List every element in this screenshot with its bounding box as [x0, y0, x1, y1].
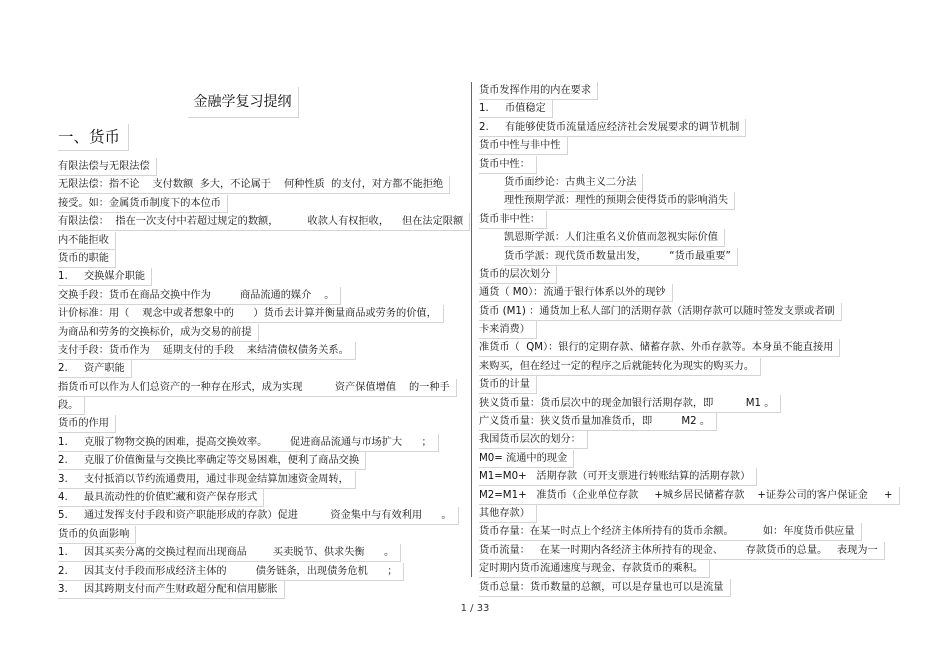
text-line	[58, 507, 468, 525]
line-text	[479, 413, 717, 431]
list-number: 2.	[58, 455, 68, 467]
line-text	[58, 415, 116, 433]
line-text	[58, 213, 470, 231]
line-text	[504, 229, 725, 247]
line-content: 接受。如：金属货币制度下的本位币	[58, 197, 221, 209]
line-content: 卡来消费）	[479, 324, 530, 336]
line-content: 货币学派：现代货币数量出发， “货币最重要”	[504, 250, 731, 262]
line-text	[58, 397, 85, 415]
text-line	[58, 379, 468, 397]
text-line	[58, 268, 468, 286]
text-line	[479, 248, 891, 266]
line-content: 货币的作用	[58, 418, 109, 430]
text-line	[58, 415, 468, 433]
line-content: 因其跨期支付而产生财政超分配和信用膨胀	[84, 583, 278, 595]
list-number: 3.	[58, 473, 68, 485]
line-text	[58, 434, 439, 452]
text-line	[479, 542, 891, 560]
text-line	[479, 192, 891, 210]
list-number: 3.	[58, 583, 68, 595]
line-content: 支付手段：货币作为 延期支付的手段 来结清债权债务关系。	[58, 344, 349, 356]
text-line	[58, 213, 468, 231]
text-line	[479, 450, 891, 468]
page-footer	[0, 603, 950, 614]
text-line	[479, 119, 891, 137]
line-text	[58, 195, 228, 213]
line-content: 狭义货币量：货币层次中的现金加银行活期存款，即 M1 。	[479, 397, 775, 409]
text-line	[479, 321, 891, 339]
line-content: 内不能拒收	[58, 234, 109, 246]
text-line	[479, 339, 891, 357]
line-text	[479, 303, 842, 321]
line-text	[58, 526, 136, 544]
text-line	[479, 395, 891, 413]
line-text	[58, 287, 341, 305]
line-text	[58, 250, 116, 268]
line-content: 凯恩斯学派：人们注重名义价值而忽视实际价值	[504, 232, 718, 244]
line-text	[58, 360, 132, 378]
text-line	[58, 452, 468, 470]
line-content: 指货币可以作为人们总资产的一种存在形式，成为实现 资产保值增值 的一种手	[58, 381, 450, 393]
text-line	[58, 434, 468, 452]
line-content: 理性预期学派：理性的预期会使得货币的影响消失	[504, 195, 729, 207]
list-number: 1.	[58, 271, 68, 283]
line-content: 准货币（ QM）：银行的定期存款、储蓄存款、外币存款等。本身虽不能直接用	[479, 342, 834, 354]
text-line	[479, 156, 891, 174]
text-line	[479, 523, 891, 541]
line-content: 货币存量：在某一时点上个经济主体所持有的货币余额。 如：年度货币供应量	[479, 526, 855, 538]
line-content: 货币中性：	[479, 158, 530, 170]
line-content: 金融学复习提纲	[193, 94, 292, 110]
right-column	[479, 82, 891, 597]
line-text	[479, 119, 746, 137]
text-line	[479, 579, 891, 597]
text-line	[479, 358, 891, 376]
list-number: 5.	[58, 510, 68, 522]
line-text	[58, 452, 366, 470]
line-text	[58, 232, 116, 250]
line-content: 广义货币量：狭义货币量加准货币，即 M2 。	[479, 416, 711, 428]
line-content: 货币总量：货币数量的总额，可以是存量也可以是流量	[479, 581, 724, 593]
line-text	[479, 211, 547, 229]
page-total: 33	[476, 603, 490, 614]
line-text	[479, 100, 553, 118]
line-text	[58, 158, 157, 176]
line-content: 支付抵消以节约流通费用，通过非现金结算加速资金周转，	[84, 473, 349, 485]
line-text	[479, 468, 757, 486]
line-content: 交换手段：货币在商品交换中作为 商品流通的媒介 。	[58, 289, 335, 301]
line-text	[504, 174, 643, 192]
text-line	[479, 82, 891, 100]
text-line	[58, 342, 468, 360]
text-line	[58, 544, 468, 562]
line-content: 因其支付手段而形成经济主体的 债务链条，出现债务危机 ；	[84, 565, 398, 577]
line-text	[479, 156, 537, 174]
line-text	[58, 507, 459, 525]
line-text	[479, 487, 900, 505]
line-content: 货币 (M1) ：通货加上私人部门的活期存款（活期存款可以随时签发支票或者刷	[479, 305, 835, 317]
line-content: M1=M0+ 活期存款（可开支票进行转账结算的活期存款）	[479, 471, 751, 483]
line-content: 定时期内货币流通速度与现金、存款货币的乘积。	[479, 563, 704, 575]
line-content: 计价标准：用（ 观念中或者想象中的 ）货币去计算并衡量商品或劳务的价值，	[58, 308, 437, 320]
line-text	[58, 379, 457, 397]
line-content: 有能够使货币流量适应经济社会发展要求的调节机制	[505, 121, 740, 133]
line-content: 最具流动性的价值贮藏和资产保存形式	[84, 492, 258, 504]
line-content: 货币的层次划分	[479, 268, 551, 280]
line-text	[58, 268, 152, 286]
line-content: 克服了价值衡量与交换比率确定等交易困难，便利了商品交换	[84, 455, 360, 467]
line-text	[479, 137, 568, 155]
text-line	[479, 303, 891, 321]
text-line	[479, 505, 891, 523]
text-line	[479, 266, 891, 284]
left-column	[58, 82, 468, 599]
line-text	[58, 581, 285, 599]
line-content: 其他存款）	[479, 507, 530, 519]
text-line	[479, 560, 891, 578]
line-text	[479, 450, 574, 468]
line-text	[479, 505, 537, 523]
line-text	[58, 176, 450, 194]
text-line	[58, 471, 468, 489]
text-line	[479, 468, 891, 486]
text-line	[58, 250, 468, 268]
line-content: 货币流量： 在某一时期内各经济主体所持有的现金、 存款货币的总量。 表现为一	[479, 544, 878, 556]
line-text	[58, 563, 404, 581]
line-text	[479, 376, 537, 394]
list-number: 1.	[58, 436, 68, 448]
line-content: 来购买，但在经过一定的程序之后就能转化为现实的购买力。	[479, 360, 755, 372]
line-text	[58, 471, 356, 489]
list-number: 2.	[479, 121, 489, 133]
line-text	[504, 192, 735, 210]
line-text	[479, 266, 557, 284]
text-line	[58, 287, 468, 305]
text-line	[58, 176, 468, 194]
line-text	[479, 358, 761, 376]
line-text	[479, 339, 840, 357]
line-content: 货币面纱论：古典主义二分法	[504, 176, 637, 188]
line-text	[479, 542, 885, 560]
text-line	[479, 229, 891, 247]
line-text	[479, 523, 862, 541]
list-number: 2.	[58, 565, 68, 577]
text-line	[58, 232, 468, 250]
text-line	[479, 413, 891, 431]
text-line	[479, 284, 891, 302]
line-content: 克服了物物交换的困难，提高交换效率。 促进商品流通与市场扩大 ；	[84, 436, 432, 448]
page-number: 1	[460, 603, 467, 614]
page-separator: /	[470, 603, 474, 614]
line-content: 货币非中性：	[479, 213, 541, 225]
line-content: 交换媒介职能	[84, 271, 146, 283]
line-content: 货币的计量	[479, 379, 530, 391]
section-heading	[58, 122, 468, 152]
line-content: M0= 流通中的现金	[479, 452, 568, 464]
line-text	[479, 321, 537, 339]
line-text	[58, 544, 401, 562]
text-line	[479, 211, 891, 229]
line-content: 通过发挥支付手段和资产职能形成的存款）促进 资金集中与有效利用 。	[84, 510, 452, 522]
text-line	[58, 489, 468, 507]
line-content: 段。	[58, 400, 79, 412]
document-title	[58, 82, 468, 122]
line-content: M2=M1+ 准货币（企业单位存款 +城乡居民储蓄存款 +证券公司的客户保证金 +	[479, 489, 893, 501]
line-content: 有限法偿： 指在一次支付中若超过规定的数额， 收款人有权拒收， 但在法定限额	[58, 216, 464, 228]
text-line	[58, 324, 468, 342]
line-text	[58, 489, 264, 507]
line-content: 为商品和劳务的交换标价，成为交易的前提	[58, 326, 252, 338]
line-text	[188, 87, 299, 118]
text-line	[58, 397, 468, 415]
line-text	[479, 431, 588, 449]
list-number: 4.	[58, 492, 68, 504]
line-content: 有限法偿与无限法偿	[58, 161, 150, 172]
line-text	[479, 560, 710, 578]
line-content: 我国货币层次的划分：	[479, 434, 581, 446]
line-text	[504, 248, 738, 266]
line-content: 货币的职能	[58, 252, 109, 264]
line-content: 一、货币	[58, 128, 121, 146]
text-line	[58, 563, 468, 581]
line-text	[479, 395, 781, 413]
line-text	[58, 124, 129, 151]
text-line	[479, 100, 891, 118]
text-line	[58, 158, 468, 176]
text-line	[58, 581, 468, 599]
column-divider	[471, 82, 472, 577]
line-text	[58, 342, 356, 360]
line-content: 通货（ M0）：流通于银行体系以外的现钞	[479, 287, 666, 299]
line-text	[58, 305, 444, 323]
line-content: 币值稳定	[505, 103, 546, 115]
list-number: 2.	[58, 363, 68, 375]
line-text	[58, 324, 259, 342]
line-content: 货币的负面影响	[58, 528, 130, 540]
text-line	[479, 137, 891, 155]
text-line	[58, 305, 468, 323]
text-line	[58, 195, 468, 213]
line-text	[479, 284, 673, 302]
text-line	[479, 431, 891, 449]
text-line	[479, 174, 891, 192]
text-line	[479, 376, 891, 394]
text-line	[58, 360, 468, 378]
line-content: 无限法偿：指不论 支付数额 多大，不论属于 何种性质 的支付，对方都不能拒绝	[58, 179, 444, 191]
text-line	[479, 487, 891, 505]
line-content: 资产职能	[84, 363, 125, 375]
text-line	[58, 526, 468, 544]
list-number: 1.	[479, 103, 489, 115]
line-content: 货币发挥作用的内在要求	[479, 85, 592, 96]
line-text	[479, 82, 598, 100]
line-text	[479, 579, 731, 597]
line-content: 因其买卖分离的交换过程而出现商品 买卖脱节、供求失衡 。	[84, 547, 395, 559]
line-content: 货币中性与非中性	[479, 140, 561, 152]
list-number: 1.	[58, 547, 68, 559]
